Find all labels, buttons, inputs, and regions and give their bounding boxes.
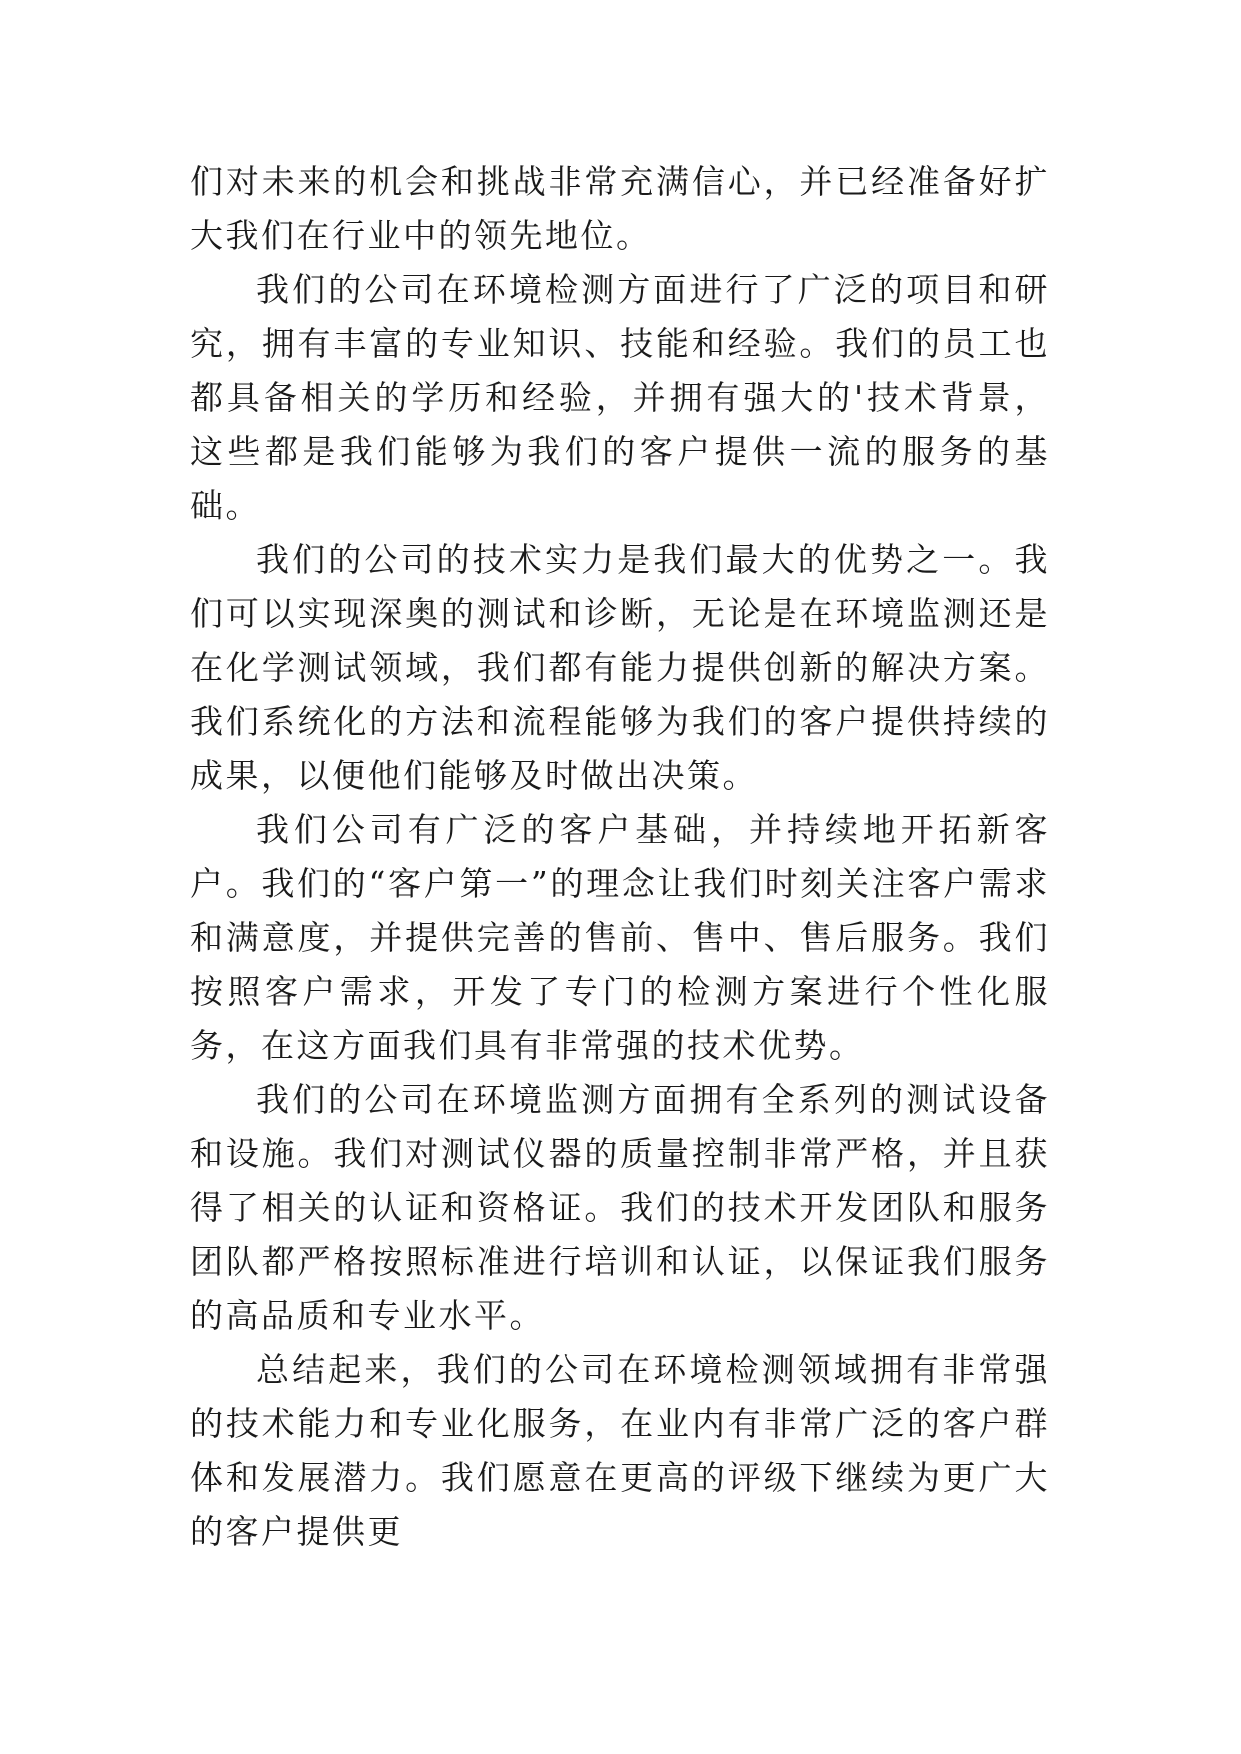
paragraph-summary: 总结起来，我们的公司在环境检测领域拥有非常强的技术能力和专业化服务，在业内有非常广泛的客户群体和发展潜力。我们愿意在更高的评级下继续为更广大的客户提供更 xyxy=(190,1350,1050,1551)
paragraph-technical-strength: 我们的公司的技术实力是我们最大的优势之一。我们可以实现深奥的测试和诊断，无论是在环境监测还是在化学测试领域，我们都有能力提供创新的解决方案。我们系统化的方法和流程能够为我们的客户提供持续的成果，以便他们能够及时做出决策。 xyxy=(190,540,1050,795)
paragraph-research-experience: 我们的公司在环境检测方面进行了广泛的项目和研究，拥有丰富的专业知识、技能和经验。我们的员工也都具备相关的学历和经验，并拥有强大的'技术背景，这些都是我们能够为我们的客户提供一流的服务的基础。 xyxy=(190,270,1050,525)
paragraph-customer-base: 我们公司有广泛的客户基础，并持续地开拓新客户。我们的“客户第一”的理念让我们时刻关注客户需求和满意度，并提供完善的售前、售中、售后服务。我们按照客户需求，开发了专门的检测方案进行个性化服务，在这方面我们具有非常强的技术优势。 xyxy=(190,810,1050,1065)
document-body xyxy=(190,155,1050,1559)
paragraph-continuation: 们对未来的机会和挑战非常充满信心，并已经准备好扩大我们在行业中的领先地位。 xyxy=(190,162,1050,255)
paragraph-equipment-facilities: 我们的公司在环境监测方面拥有全系列的测试设备和设施。我们对测试仪器的质量控制非常严格，并且获得了相关的认证和资格证。我们的技术开发团队和服务团队都严格按照标准进行培训和认证，以保证我们服务的高品质和专业水平。 xyxy=(190,1080,1050,1335)
